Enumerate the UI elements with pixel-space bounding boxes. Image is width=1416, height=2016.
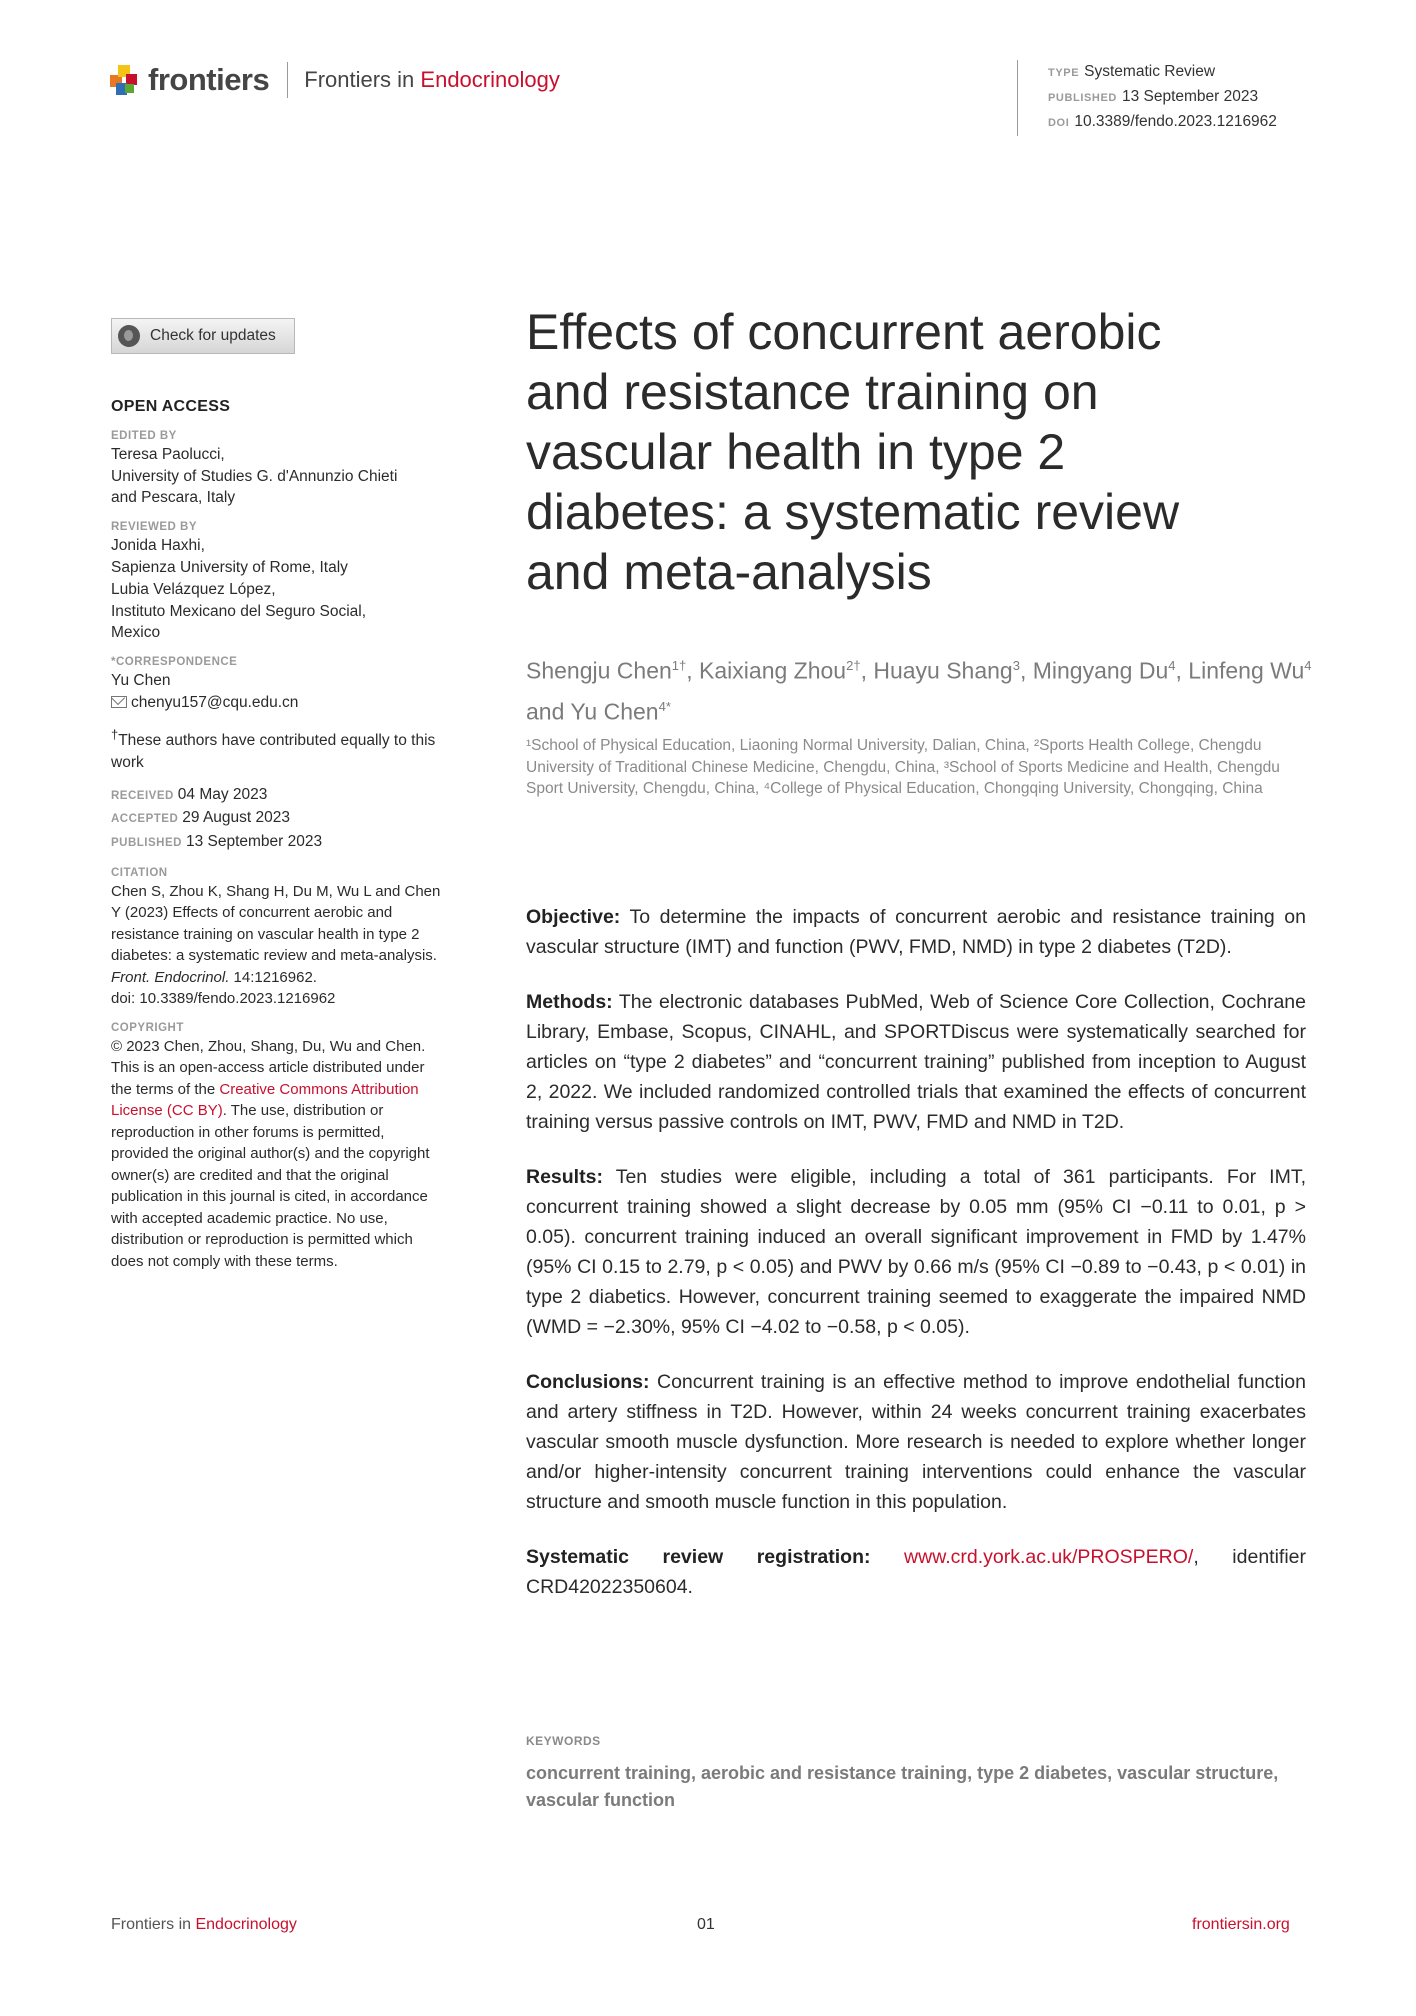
- meta-published-label: PUBLISHED: [1048, 92, 1117, 104]
- frontiers-logo-icon: [110, 63, 140, 97]
- page-number: 01: [697, 1916, 715, 1933]
- prospero-link[interactable]: www.crd.york.ac.uk/PROSPERO/: [904, 1546, 1194, 1568]
- email-address[interactable]: chenyu157@cqu.edu.cn: [131, 693, 299, 711]
- author-separator: ,: [686, 657, 700, 684]
- meta-published: [1048, 85, 1277, 110]
- reviewed-by-label: REVIEWED BY: [111, 521, 198, 534]
- citation-volume: 14:1216962.: [229, 968, 317, 986]
- accepted-date: [111, 807, 443, 831]
- equal-contribution-note: [111, 724, 443, 774]
- published-value: 13 September 2023: [185, 833, 323, 851]
- editor-line: and Pescara, Italy: [111, 489, 236, 507]
- footer-journal: [111, 1916, 297, 1934]
- correspondence-email[interactable]: [111, 692, 443, 714]
- author-affiliation-mark: 4*: [658, 698, 671, 714]
- copyright-label: COPYRIGHT: [111, 1021, 184, 1034]
- equal-contribution-text: These authors have contributed equally to this work: [111, 731, 436, 771]
- author-name[interactable]: Shengju Chen: [526, 657, 672, 684]
- author-name[interactable]: Huayu Shang: [873, 657, 1013, 684]
- crossmark-icon: [118, 325, 140, 347]
- header-divider: [287, 62, 288, 98]
- accepted-value: 29 August 2023: [182, 809, 291, 827]
- footer-site-link[interactable]: frontiersin.org: [1192, 1916, 1290, 1933]
- citation-doi[interactable]: doi: 10.3389/fendo.2023.1216962: [111, 990, 336, 1008]
- footer-journal-prefix: Frontiers in: [111, 1916, 196, 1933]
- sidebar: [111, 318, 443, 1282]
- check-for-updates-label: Check for updates: [150, 327, 276, 345]
- abstract: [526, 902, 1306, 1627]
- copyright-text-end: . The use, distribution or reproduction in other forums is permitted, provided the original author(s) and the copyright owner(s) are credited and that the original publication in this journal is cited, in accordance with accepted academic practice. No use, distribution or reproduction is permitted which does not comply with these terms.: [111, 1102, 430, 1270]
- footer-journal-name: Endocrinology: [195, 1916, 297, 1933]
- author-separator: ,: [860, 657, 874, 684]
- dagger-mark: †: [111, 726, 119, 742]
- keywords-label: KEYWORDS: [526, 1734, 601, 1748]
- brand-name: frontiers: [148, 62, 270, 97]
- registration-identifier: , identifier CRD42022350604.: [526, 1546, 1307, 1598]
- reviewer-line: Jonida Haxhi,: [111, 537, 205, 555]
- journal-prefix: Frontiers in: [304, 67, 421, 92]
- author-affiliation-mark: 4: [1168, 658, 1176, 673]
- article-meta: [1017, 60, 1277, 136]
- correspondence-name: Yu Chen: [111, 672, 171, 690]
- reviewer-line: Instituto Mexicano del Seguro Social,: [111, 602, 367, 620]
- frontiers-logo[interactable]: [110, 58, 560, 102]
- author-name[interactable]: Linfeng Wu: [1188, 657, 1305, 684]
- editor-line: Teresa Paolucci,: [111, 445, 225, 463]
- results-text: Ten studies were eligible, including a total of 361 participants. For IMT, concurrent training showed a slight decrease by 0.05 mm (95% CI −0.11 to 0.01, p > 0.05). concurrent training induced an overall significant improvement in FMD by 1.47% (95% CI 0.15 to 2.79, p < 0.05) and PWV by 0.66 m/s (95% CI −0.89 to −0.43, p < 0.01) in type 2 diabetics. However, concurrent training seemed to exaggerate the impaired NMD (WMD = −2.30%, 95% CI −4.02 to −0.58, p < 0.05).: [526, 1166, 1306, 1338]
- abstract-methods: [526, 987, 1306, 1137]
- author-name[interactable]: Kaixiang Zhou: [699, 657, 847, 684]
- dates: [111, 784, 443, 855]
- abstract-results: [526, 1162, 1306, 1342]
- journal-name: [304, 67, 560, 93]
- objective-text: To determine the impacts of concurrent aerobic and resistance training on vascular structure (IMT) and function (PWV, FMD, NMD) in type 2 diabetes (T2D).: [526, 906, 1306, 958]
- citation: [111, 865, 443, 1010]
- results-label: Results:: [526, 1166, 603, 1188]
- abstract-objective: [526, 902, 1306, 962]
- accepted-label: ACCEPTED: [111, 813, 179, 826]
- license-link[interactable]: Creative Commons Attribution License (CC BY): [111, 1080, 419, 1120]
- author-affiliation-mark: 2†: [846, 658, 861, 673]
- registration-label: Systematic review registration:: [526, 1546, 871, 1568]
- author-name[interactable]: Mingyang Du: [1032, 657, 1169, 684]
- correspondence-label: *CORRESPONDENCE: [111, 656, 238, 669]
- meta-type: [1048, 60, 1277, 85]
- meta-type-label: TYPE: [1048, 67, 1080, 79]
- author-separator: ,: [1175, 657, 1189, 684]
- received-date: [111, 784, 443, 808]
- published-label: PUBLISHED: [111, 837, 182, 850]
- reviewer-line: Mexico: [111, 624, 161, 642]
- reviewer-line: Lubia Velázquez López,: [111, 580, 276, 598]
- copyright-text: © 2023 Chen, Zhou, Shang, Du, Wu and Chen. This is an open-access article distributed under the terms of the: [111, 1037, 426, 1098]
- open-access-label: OPEN ACCESS: [111, 398, 231, 415]
- article-title: Effects of concurrent aerobic and resistance training on vascular health in type 2 diabetes: a systematic review and meta-analysis: [526, 304, 1180, 600]
- author-separator: and: [526, 698, 571, 725]
- correspondence: [111, 654, 443, 714]
- methods-label: Methods:: [526, 991, 613, 1013]
- abstract-registration: [526, 1542, 1306, 1602]
- meta-type-value: Systematic Review: [1084, 63, 1216, 80]
- author-affiliation-mark: 1†: [671, 658, 687, 673]
- author-list: [526, 648, 1316, 729]
- author-separator: ,: [1019, 657, 1033, 684]
- edited-by-label: EDITED BY: [111, 429, 177, 442]
- keywords: concurrent training, aerobic and resistance training, type 2 diabetes, vascular structure, vascular function: [526, 1763, 1279, 1810]
- conclusions-text: Concurrent training is an effective method to improve endothelial function and artery stiffness in T2D. However, within 24 weeks concurrent training exacerbates vascular smooth muscle dysfunction. More research is needed to explore whether longer and/or higher-intensity concurrent training interventions could enhance the vascular structure and smooth muscle function in this population.: [526, 1371, 1306, 1513]
- objective-label: Objective:: [526, 906, 621, 928]
- received-value: 04 May 2023: [177, 785, 268, 803]
- author-name[interactable]: Yu Chen: [570, 698, 659, 725]
- meta-doi-label: DOI: [1048, 117, 1070, 129]
- copyright: [111, 1020, 443, 1273]
- citation-label: CITATION: [111, 866, 168, 879]
- envelope-icon: [111, 696, 127, 708]
- meta-doi-value[interactable]: 10.3389/fendo.2023.1216962: [1074, 113, 1277, 130]
- affiliations: ¹School of Physical Education, Liaoning Normal University, Dalian, China, ²Sports Health College, Chengdu University of Traditional Chinese Medicine, Chengdu, China, ³School of Sports Medicine and Health, Chengdu Sport University, Chengdu, China, ⁴College of Physical Education, Chongqing University, Chongqing, China: [526, 737, 1280, 797]
- journal-title: Endocrinology: [420, 67, 560, 92]
- edited-by: [111, 428, 443, 509]
- meta-doi: [1048, 110, 1277, 135]
- check-for-updates-button[interactable]: [111, 318, 295, 354]
- author-affiliation-mark: 4: [1304, 658, 1312, 673]
- reviewed-by: [111, 519, 443, 644]
- received-label: RECEIVED: [111, 789, 174, 802]
- author-affiliation-mark: 3: [1012, 658, 1020, 673]
- citation-text: Chen S, Zhou K, Shang H, Du M, Wu L and Chen Y (2023) Effects of concurrent aerobic and resistance training on vascular health in type 2 diabetes: a systematic review and meta-analysis.: [111, 882, 441, 965]
- published-date: [111, 831, 443, 855]
- citation-journal: Front. Endocrinol.: [111, 968, 230, 986]
- reviewer-line: Sapienza University of Rome, Italy: [111, 558, 348, 576]
- meta-published-value: 13 September 2023: [1121, 88, 1259, 105]
- methods-text: The electronic databases PubMed, Web of Science Core Collection, Cochrane Library, Embase, Scopus, CINAHL, and SPORTDiscus were systematically searched for articles on “type 2 diabetes” and “concurrent training” published from inception to August 2, 2022. We included randomized controlled trials that examined the effects of concurrent training versus passive controls on IMT, PWV, FMD and NMD in T2D.: [526, 991, 1306, 1133]
- editor-line: University of Studies G. d'Annunzio Chieti: [111, 467, 398, 485]
- abstract-conclusions: [526, 1367, 1306, 1517]
- conclusions-label: Conclusions:: [526, 1371, 650, 1393]
